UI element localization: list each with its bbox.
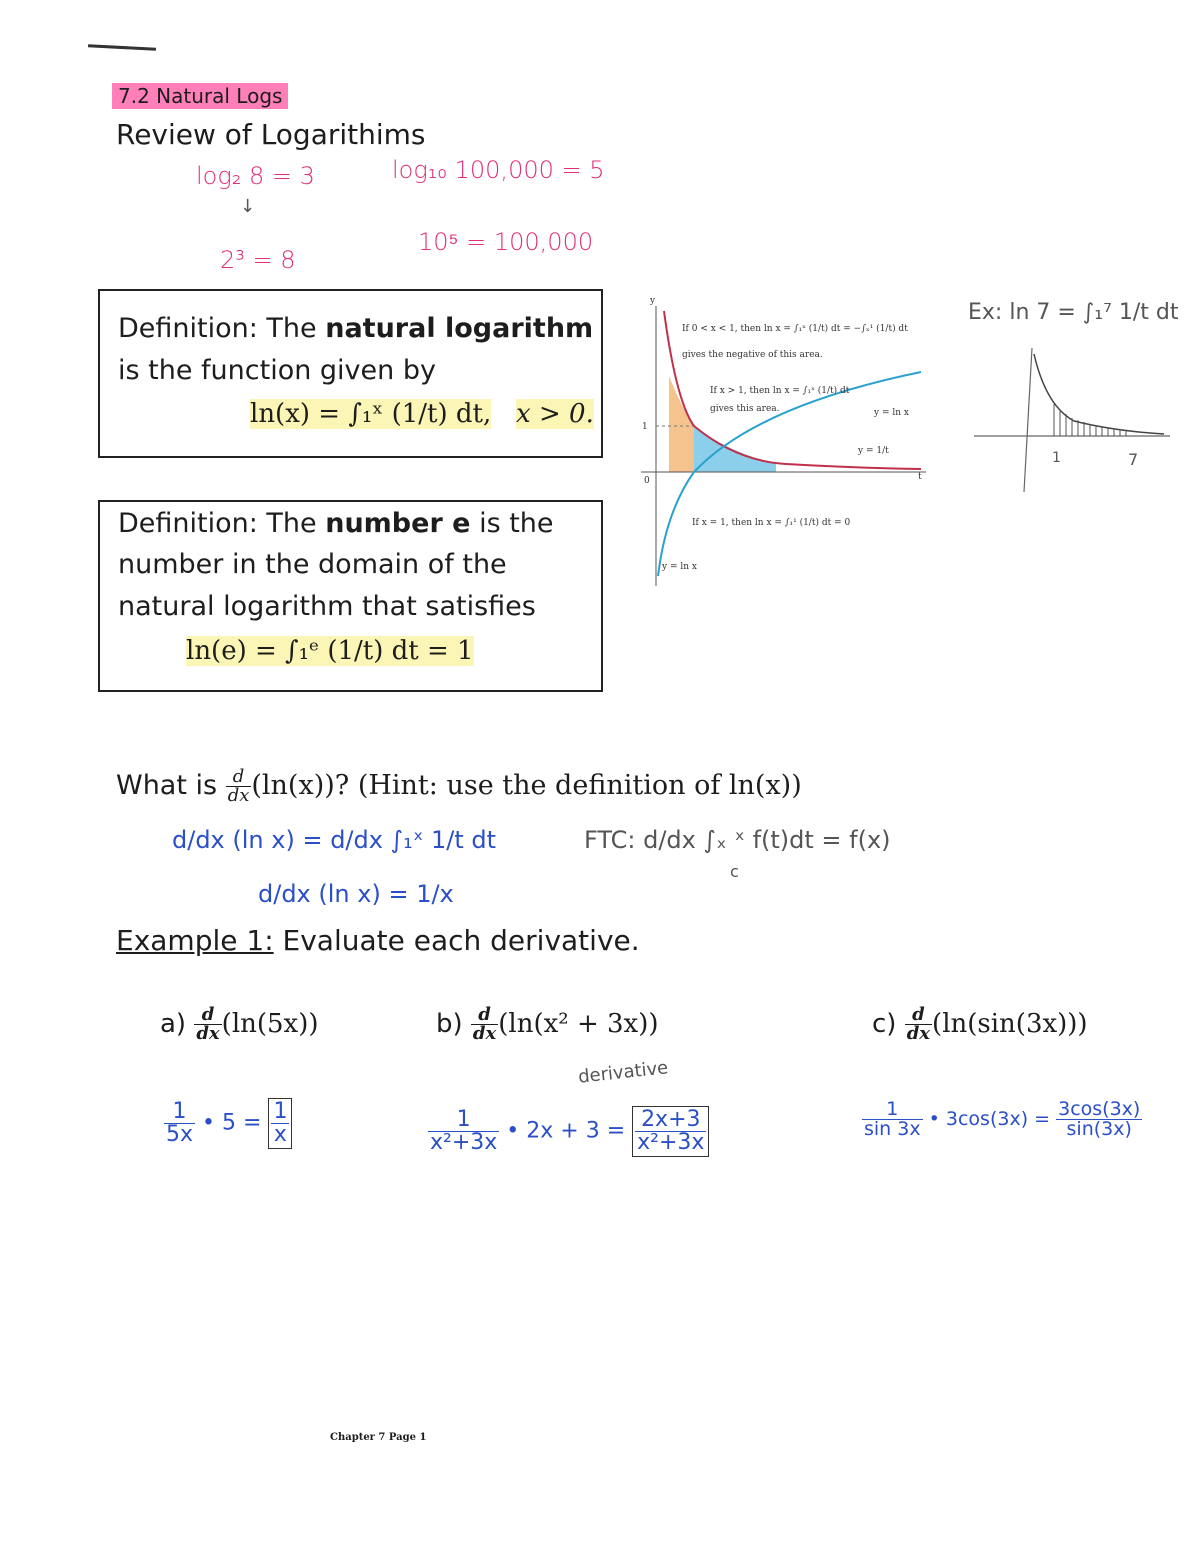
part-b-frac: $\frac{1}{\text{x²+3x}}$	[430, 1107, 498, 1155]
figure-label-mid2: gives this area.	[710, 404, 780, 414]
figure-curve-ln-bottom: y = ln x	[662, 562, 697, 572]
negative-area-region	[669, 376, 694, 472]
part-b-answer: $\frac{2x+3}{\text{x²+3x}}$	[632, 1106, 709, 1157]
ftc-statement: FTC: d/dx ∫ₓ ˣ f(t)dt = f(x)	[584, 826, 891, 854]
ftc-lower-limit: c	[730, 862, 739, 881]
def2-line1: Definition: The number e is the	[118, 508, 554, 539]
def2-line2: number in the domain of the	[118, 549, 507, 580]
down-arrow-icon: ↓	[240, 196, 256, 217]
derivative-note: derivative	[577, 1057, 670, 1088]
example-1-heading: Example 1: Evaluate each derivative.	[116, 924, 640, 957]
figure-label-bottom: If x = 1, then ln x = ∫₁¹ (1/t) dt = 0	[692, 518, 851, 528]
exp-example-2: 10⁵ = 100,000	[418, 228, 594, 256]
side-example-text: Ex: ln 7 = ∫₁⁷ 1/t dt	[968, 300, 1179, 325]
def2-formula: ln(e) = ∫₁ᵉ (1/t) dt = 1	[186, 636, 474, 666]
sketch-y-axis	[1024, 348, 1032, 492]
figure-axis-x: t	[918, 472, 922, 482]
figure-axis-y: y	[650, 296, 656, 306]
part-a-work: $\frac{1}{5x}$ • 5 = $\frac{1}{x}$	[164, 1098, 292, 1149]
ln-area-graph	[636, 296, 936, 596]
figure-origin: 0	[644, 476, 650, 486]
def1-formula: ln(x) = ∫₁ˣ (1/t) dt, x > 0.	[250, 399, 594, 429]
figure-label-top2: gives the negative of this area.	[682, 350, 823, 360]
exp-example-1: 2³ = 8	[220, 246, 296, 274]
part-a-frac: $\frac{1}{5x}$	[166, 1099, 194, 1147]
review-heading: Review of Logarithims	[116, 118, 426, 151]
side-sketch-graph	[974, 346, 1174, 496]
page-footer: Chapter 7 Page 1	[330, 1432, 427, 1443]
part-c-work: $\frac{1}{\sin 3x}$ • 3cos(3x) = $\frac{3\cos(3x)}{\sin(3x)}$	[864, 1098, 1141, 1140]
work-line-1: d/dx (ln x) = d/dx ∫₁ˣ 1/t dt	[172, 826, 497, 854]
part-c: c) $\frac{d}{dx}$ (ln(sin(3x)))	[872, 1004, 1088, 1044]
def2-line3: natural logarithm that satisfies	[118, 591, 536, 622]
part-b-work: $\frac{1}{\text{x²+3x}}$ • 2x + 3 = $\frac{2x+3}{\text{x²+3x}}$	[428, 1106, 709, 1157]
part-a: a) $\frac{d}{dx}$ (ln(5x))	[160, 1004, 319, 1044]
definition-natural-log-box	[98, 289, 603, 458]
sketch-tick-1: 1	[1052, 450, 1061, 466]
figure-curve-ln: y = ln x	[874, 408, 909, 418]
part-b: b) $\frac{d}{dx}$ (ln(x² + 3x))	[436, 1004, 659, 1044]
part-c-d-dx: $\frac{d}{dx}$	[906, 1004, 931, 1044]
log-example-1: log₂ 8 = 3	[196, 162, 315, 190]
part-a-answer: $\frac{1}{x}$	[268, 1098, 292, 1149]
ln-area-figure	[636, 296, 936, 596]
ln-curve	[658, 372, 921, 576]
definition-number-e-box	[98, 500, 603, 692]
def1-line1: Definition: The natural logarithm	[118, 313, 594, 344]
log-example-2: log₁₀ 100,000 = 5	[392, 156, 605, 184]
part-c-answer: $\frac{3\cos(3x)}{\sin(3x)}$	[1058, 1098, 1141, 1140]
sketch-shading	[1054, 404, 1126, 436]
scan-mark	[88, 44, 156, 51]
sketch-tick-7: 7	[1128, 450, 1139, 469]
section-title: 7.2 Natural Logs	[112, 84, 288, 108]
part-a-d-dx: $\frac{d}{dx}$	[196, 1004, 220, 1044]
positive-area-region	[694, 426, 776, 472]
side-example-sketch	[974, 346, 1174, 496]
d-dx-fraction: $\frac{d}{dx}$	[227, 766, 250, 806]
part-b-d-dx: $\frac{d}{dx}$	[472, 1004, 497, 1044]
figure-curve-recip: y = 1/t	[858, 446, 889, 456]
derivative-question: What is $\frac{d}{dx}$ (ln(x))? (Hint: use the definition of ln(x))	[116, 766, 802, 806]
def1-line2: is the function given by	[118, 355, 436, 386]
figure-label-mid: If x > 1, then ln x = ∫₁ˣ (1/t) dt	[710, 386, 850, 396]
figure-tick-1: 1	[642, 422, 648, 432]
figure-label-top: If 0 < x < 1, then ln x = ∫₁ˣ (1/t) dt = −∫ₓ¹ (1/t) dt	[682, 324, 908, 334]
part-c-frac: $\frac{1}{\sin 3x}$	[864, 1098, 921, 1140]
work-line-2: d/dx (ln x) = 1/x	[258, 880, 454, 908]
